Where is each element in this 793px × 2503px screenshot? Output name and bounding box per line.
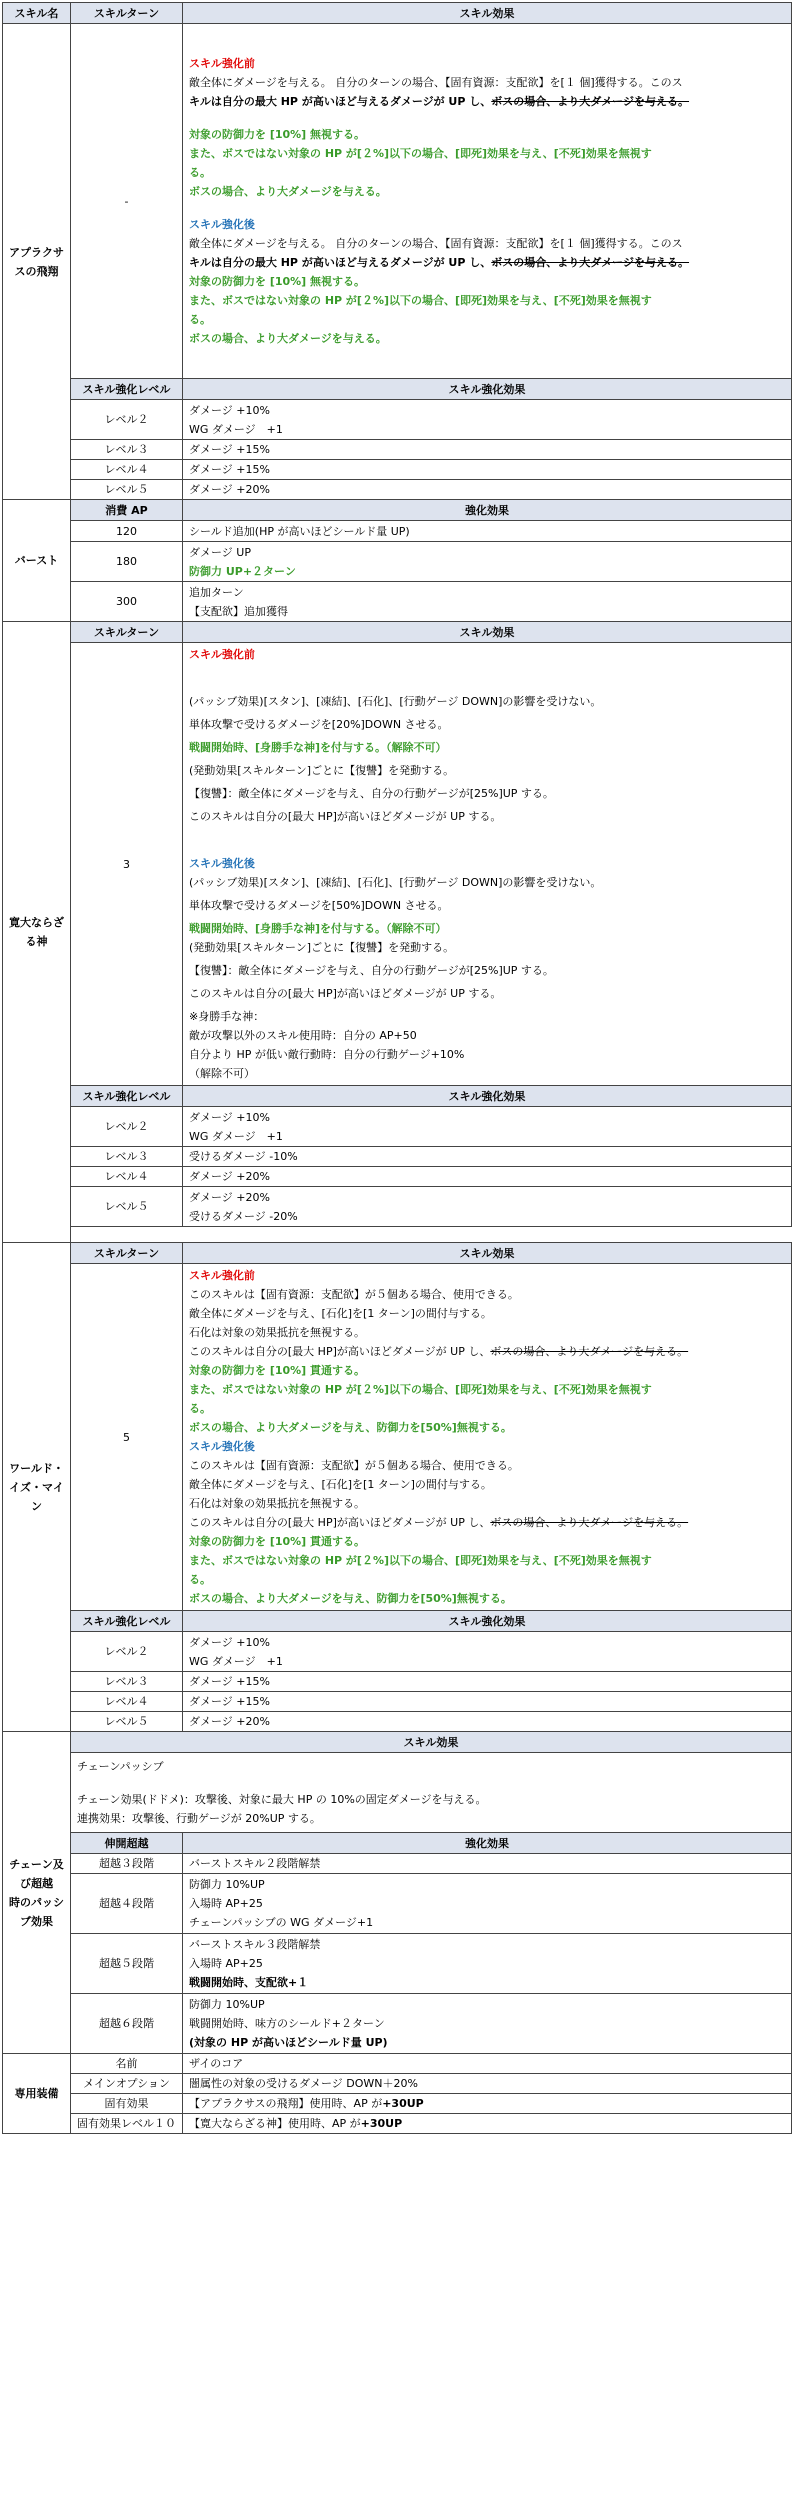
transcend-5: 超越５段階 (71, 1934, 183, 1994)
header-skill-name: スキル名 (3, 3, 71, 24)
transcend-6: 超越６段階 (71, 1994, 183, 2054)
equip-key-unique-lv10: 固有効果レベル１０ (71, 2114, 183, 2134)
skill3-lv5-effect: ダメージ +20% (183, 1712, 792, 1732)
skill3-turn: 5 (71, 1264, 183, 1611)
skill3-effect-header: スキル効果 (183, 1243, 792, 1264)
skill1-lv2: レベル２ (71, 400, 183, 440)
skill2-lv3-effect: 受けるダメージ -10% (183, 1147, 792, 1167)
skill2-level-header: スキル強化レベル (71, 1086, 183, 1107)
skill2-lv3: レベル３ (71, 1147, 183, 1167)
burst-ap-2: 180 (71, 542, 183, 582)
transcend-header: 伸開超越 (71, 1833, 183, 1854)
chain-effect-header: スキル効果 (71, 1732, 792, 1753)
chain-name: チェーン及び超越 時のパッシブ効果 (3, 1732, 71, 2054)
skill3-level-header: スキル強化レベル (71, 1611, 183, 1632)
equip-key-main-option: メインオプション (71, 2074, 183, 2094)
skill1-effect: スキル強化前 敵全体にダメージを与える。 自分のターンの場合、【固有資源：支配欲】を[１ 個]獲得する。このス キルは自分の最大 HP が高いほど与えるダメージが UP し、ボスの場合、より大ダメージを与える。 対象の防御力を [10%] 無視する。 また、ボスではない対象の HP が[２%]以下の場合、[即死]効果を与え、[不死]効果を無視す る。 ボスの場合、より大ダメージを与える。 スキル強化後 敵全体にダメージを与える。 自分のターンの場合、【固有資源：支配欲】を[１ 個]獲得する。このス キルは自分の最大 HP が高いほど与えるダメージが UP し、ボスの場合、より大ダメージを与える。 対象の防御力を [10%] 無視する。 また、ボスではない対象の HP が[２%]以下の場合、[即死]効果を与え、[不死]効果を無視す る。 ボスの場合、より大ダメージを与える。 (183, 24, 792, 379)
burst-effect-2: ダメージ UP 防御力 UP+２ターン (183, 542, 792, 582)
skill2-lv2: レベル２ (71, 1107, 183, 1147)
skill1-lv3-effect: ダメージ +15% (183, 440, 792, 460)
skill3-lv2: レベル２ (71, 1632, 183, 1672)
skill1-level-effect-header: スキル強化効果 (183, 379, 792, 400)
equip-key-name: 名前 (71, 2054, 183, 2074)
transcend-3: 超越３段階 (71, 1854, 183, 1874)
skill2-effect-header: スキル効果 (183, 622, 792, 643)
skill2-turn: 3 (71, 643, 183, 1086)
skill1-lv3: レベル３ (71, 440, 183, 460)
equip-value-name: ザイのコア (183, 2054, 792, 2074)
burst-ap-1: 120 (71, 521, 183, 542)
skill1-lv4: レベル４ (71, 460, 183, 480)
skill3-lv5: レベル５ (71, 1712, 183, 1732)
transcend-4: 超越４段階 (71, 1874, 183, 1934)
transcend-3-effect: バーストスキル２段階解禁 (183, 1854, 792, 1874)
skill2-lv2-effect: ダメージ +10% WG ダメージ +1 (183, 1107, 792, 1147)
burst-name: バースト (3, 500, 71, 622)
skill3-lv3-effect: ダメージ +15% (183, 1672, 792, 1692)
skill3-lv3: レベル３ (71, 1672, 183, 1692)
skill1-lv4-effect: ダメージ +15% (183, 460, 792, 480)
skill2-effect: スキル強化前 (パッシブ効果)[スタン]、[凍結]、[石化]、[行動ゲージ DOWN]の影響を受けない。 単体攻撃で受けるダメージを[20%]DOWN させる。 戦闘開始時、[身勝手な神]を付与する。（解除不可） (発動効果[スキルターン]ごとに【復讐】を発動する。 【復讐】：敵全体にダメージを与え、自分の行動ゲージが[25%]UP する。 このスキルは自分の[最大 HP]が高いほどダメージが UP する。 スキル強化後 (パッシブ効果)[スタン]、[凍結]、[石化]、[行動ゲージ DOWN]の影響を受けない。 単体攻撃で受けるダメージを[50%]DOWN させる。 戦闘開始時、[身勝手な神]を付与する。（解除不可） (発動効果[スキルターン]ごとに【復讐】を発動する。 【復讐】：敵全体にダメージを与え、自分の行動ゲージが[25%]UP する。 このスキルは自分の[最大 HP]が高いほどダメージが UP する。 ※身勝手な神： 敵が攻撃以外のスキル使用時：自分の AP+50 自分より HP が低い敵行動時：自分の行動ゲージ+10% （解除不可） (183, 643, 792, 1086)
skill1-lv2-effect: ダメージ +10% WG ダメージ +1 (183, 400, 792, 440)
chain-passive: チェーンパッシブ チェーン効果(ドドメ)：攻撃後、対象に最大 HP の 10%の固定ダメージを与える。 連携効果：攻撃後、行動ゲージが 20%UP する。 (71, 1753, 792, 1833)
skill3-level-effect-header: スキル強化効果 (183, 1611, 792, 1632)
burst-ap-header: 消費 AP (71, 500, 183, 521)
equip-name: 専用装備 (3, 2054, 71, 2134)
spacer (71, 1227, 183, 1243)
burst-ap-3: 300 (71, 582, 183, 622)
skill2-name: 寛大ならざる神 (3, 622, 71, 1243)
burst-effect-3: 追加ターン 【支配欲】追加獲得 (183, 582, 792, 622)
equip-value-unique: 【アプラクサスの飛翔】使用時、AP が+30UP (183, 2094, 792, 2114)
skill3-name: ワールド・イズ・マイ ン (3, 1243, 71, 1732)
header-skill-turn: スキルターン (71, 3, 183, 24)
skill1-name: アプラクサスの飛翔 (3, 24, 71, 500)
skill1-lv5: レベル５ (71, 480, 183, 500)
equip-key-unique: 固有効果 (71, 2094, 183, 2114)
skill3-effect: スキル強化前 このスキルは【固有資源：支配欲】が５個ある場合、使用できる。 敵全体にダメージを与え、[石化]を[1 ターン]の間付与する。 石化は対象の効果抵抗を無視する。 このスキルは自分の[最大 HP]が高いほどダメージが UP し、ボスの場合、より大ダメージを与える。 対象の防御力を [10%] 貫通する。 また、ボスではない対象の HP が[２%]以下の場合、[即死]効果を与え、[不死]効果を無視す る。 ボスの場合、より大ダメージを与え、防御力を[50%]無視する。 スキル強化後 このスキルは【固有資源：支配欲】が５個ある場合、使用できる。 敵全体にダメージを与え、[石化]を[1 ターン]の間付与する。 石化は対象の効果抵抗を無視する。 このスキルは自分の[最大 HP]が高いほどダメージが UP し、ボスの場合、より大ダメージを与える。 対象の防御力を [10%] 貫通する。 また、ボスではない対象の HP が[２%]以下の場合、[即死]効果を与え、[不死]効果を無視す る。 ボスの場合、より大ダメージを与え、防御力を[50%]無視する。 (183, 1264, 792, 1611)
skill2-level-effect-header: スキル強化効果 (183, 1086, 792, 1107)
transcend-4-effect: 防御力 10%UP 入場時 AP+25 チェーンパッシブの WG ダメージ+1 (183, 1874, 792, 1934)
transcend-5-effect: バーストスキル３段階解禁 入場時 AP+25 戦闘開始時、支配欲+１ (183, 1934, 792, 1994)
skill1-lv5-effect: ダメージ +20% (183, 480, 792, 500)
spacer (183, 1227, 792, 1243)
skill3-lv4-effect: ダメージ +15% (183, 1692, 792, 1712)
skill1-turn: - (71, 24, 183, 379)
equip-value-unique-lv10: 【寛大ならざる神】使用時、AP が+30UP (183, 2114, 792, 2134)
skill2-lv4: レベル４ (71, 1167, 183, 1187)
burst-effect-1: シールド追加(HP が高いほどシールド量 UP) (183, 521, 792, 542)
transcend-6-effect: 防御力 10%UP 戦闘開始時、味方のシールド+２ターン (対象の HP が高いほどシールド量 UP) (183, 1994, 792, 2054)
skill2-lv4-effect: ダメージ +20% (183, 1167, 792, 1187)
skill3-lv2-effect: ダメージ +10% WG ダメージ +1 (183, 1632, 792, 1672)
skill3-turn-header: スキルターン (71, 1243, 183, 1264)
transcend-effect-header: 強化効果 (183, 1833, 792, 1854)
header-skill-effect: スキル効果 (183, 3, 792, 24)
skill2-lv5: レベル５ (71, 1187, 183, 1227)
skill-table (2, 2, 792, 2134)
skill2-turn-header: スキルターン (71, 622, 183, 643)
skill1-level-header: スキル強化レベル (71, 379, 183, 400)
skill2-lv5-effect: ダメージ +20% 受けるダメージ -20% (183, 1187, 792, 1227)
equip-value-main-option: 闇属性の対象の受けるダメージ DOWN＋20% (183, 2074, 792, 2094)
burst-effect-header: 強化効果 (183, 500, 792, 521)
skill3-lv4: レベル４ (71, 1692, 183, 1712)
